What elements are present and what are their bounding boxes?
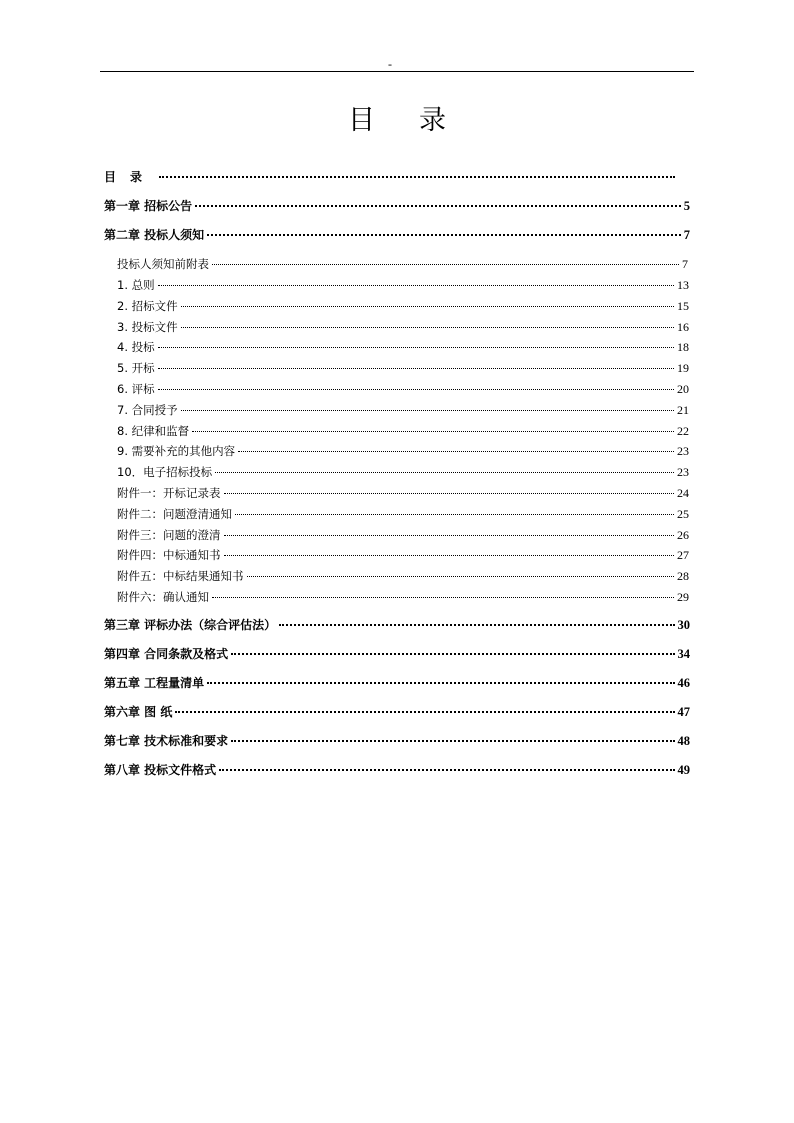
toc-leader [207,682,674,684]
toc-entry[interactable] [104,734,690,748]
toc-entry-title: 第三章 评标办法（综合评估法） [104,618,277,632]
toc-entry[interactable] [104,705,690,719]
toc-entry-page: 13 [677,278,689,292]
toc-leader [219,769,674,771]
toc-leader [175,711,674,713]
toc-entry-title: 投标人须知前附表 [117,257,209,271]
toc-entry-page: 47 [677,705,690,719]
toc-entry[interactable] [117,548,689,562]
toc-entry-page: 23 [677,465,689,479]
toc-entry[interactable] [117,486,689,500]
toc-leader [231,740,674,742]
toc-leader [238,451,674,452]
toc-entry[interactable] [117,278,689,292]
toc-entry-title: 附件二：问题澄清通知 [117,507,232,521]
header-rule [100,71,694,72]
toc-entry-page: 19 [677,361,689,375]
toc-leader [158,389,674,390]
toc-leader [159,176,675,178]
toc-entry[interactable] [104,170,678,184]
toc-entry-title: 附件六：确认通知 [117,590,209,604]
toc-leader [181,327,674,328]
toc-entry-title: 目录 [104,170,157,184]
toc-leader [224,493,675,494]
toc-entry-title: 第八章 投标文件格式 [104,763,217,777]
toc-leader [181,410,674,411]
toc-entry[interactable] [117,528,689,542]
toc-leader [231,653,674,655]
toc-entry-title: 9. 需要补充的其他内容 [117,444,236,458]
toc-leader [158,285,674,286]
toc-entry-title: 附件四：中标通知书 [117,548,221,562]
toc-leader [195,205,681,207]
toc-entry-page: 28 [677,569,689,583]
toc-leader [212,597,674,598]
toc-entry-title: 8. 纪律和监督 [117,424,190,438]
toc-leader [207,234,681,236]
toc-entry[interactable] [117,424,689,438]
toc-entry-page: 48 [677,734,690,748]
toc-entry[interactable] [104,647,690,661]
toc-entry-title: 3. 投标文件 [117,320,178,334]
toc-entry[interactable] [117,299,689,313]
toc-entry-title: 附件三：问题的澄清 [117,528,221,542]
toc-entry-title: 第二章 投标人须知 [104,228,205,242]
toc-leader [279,624,674,626]
toc-entry-page: 34 [677,647,690,661]
toc-entry[interactable] [104,199,690,213]
toc-entry-title: 第六章 图 纸 [104,705,173,719]
toc-entry-page: 24 [677,486,689,500]
toc-entry-page: 49 [677,763,690,777]
toc-entry[interactable] [117,320,689,334]
toc-entry-title: 5. 开标 [117,361,155,375]
toc-entry[interactable] [117,361,689,375]
toc-entry[interactable] [117,465,689,479]
toc-entry-page: 46 [677,676,690,690]
toc-entry-title: 第一章 招标公告 [104,199,193,213]
toc-entry-title: 1. 总则 [117,278,155,292]
toc-leader [158,347,674,348]
toc-entry[interactable] [104,228,690,242]
toc-leader [235,514,674,515]
toc-entry-title: 7. 合同授予 [117,403,178,417]
page-title: 目录 [348,105,490,136]
toc-entry-page: 7 [683,228,690,242]
toc-entry[interactable] [104,618,690,632]
toc-entry-title: 第五章 工程量清单 [104,676,205,690]
toc-entry-title: 第七章 技术标准和要求 [104,734,229,748]
toc-leader [158,368,674,369]
toc-leader [215,472,674,473]
toc-entry-title: 6. 评标 [117,382,155,396]
toc-leader [224,555,675,556]
toc-entry-title: 附件一：开标记录表 [117,486,221,500]
toc-entry-page: 26 [677,528,689,542]
toc-entry-page: 27 [677,548,689,562]
header-mark: - [388,57,392,71]
toc-leader [192,431,674,432]
toc-entry[interactable] [117,403,689,417]
toc-leader [181,306,674,307]
toc-entry-page: 5 [683,199,690,213]
toc-entry[interactable] [117,590,689,604]
toc-entry-title: 2. 招标文件 [117,299,178,313]
toc-entry[interactable] [104,676,690,690]
toc-entry-page: 29 [677,590,689,604]
toc-entry-title: 10．电子招标投标 [117,465,213,479]
toc-entry-title: 附件五：中标结果通知书 [117,569,244,583]
toc-entry-title: 第四章 合同条款及格式 [104,647,229,661]
toc-entry[interactable] [117,507,689,521]
toc-entry-page: 20 [677,382,689,396]
toc-entry-page: 22 [677,424,689,438]
toc-entry[interactable] [117,340,689,354]
toc-entry-page: 23 [677,444,689,458]
toc-entry-page: 7 [682,257,688,271]
toc-entry-page: 16 [677,320,689,334]
toc-entry[interactable] [117,569,689,583]
toc-entry-page: 21 [677,403,689,417]
toc-entry-page: 15 [677,299,689,313]
toc-entry-page: 18 [677,340,689,354]
toc-entry[interactable] [117,444,689,458]
toc-entry-title: 4. 投标 [117,340,155,354]
toc-entry-page: 30 [677,618,690,632]
toc-entry[interactable] [117,382,689,396]
toc-entry-page: 25 [677,507,689,521]
toc-leader [247,576,675,577]
toc-entry[interactable] [117,257,688,271]
toc-leader [212,264,679,265]
toc-leader [224,535,675,536]
toc-entry[interactable] [104,763,690,777]
